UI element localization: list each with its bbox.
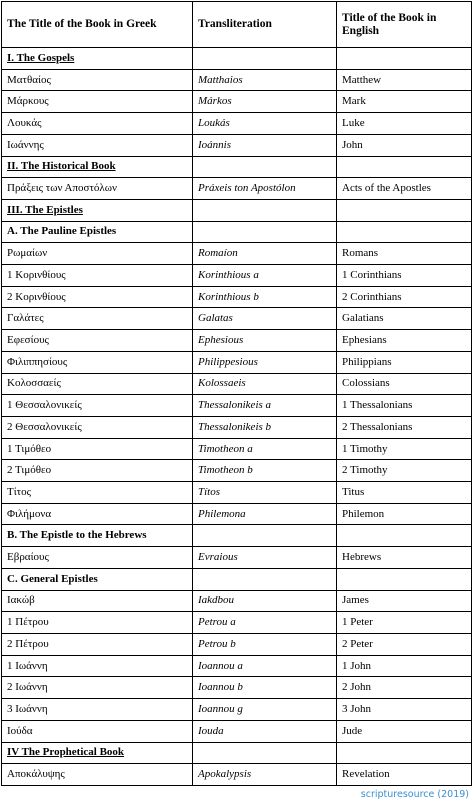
transliteration-cell: Timotheon b bbox=[193, 460, 337, 482]
table-row bbox=[2, 286, 472, 308]
transliteration-cell: Timotheon a bbox=[193, 438, 337, 460]
greek-title-cell: Ματθαίος bbox=[2, 69, 193, 91]
greek-title-cell: 1 Θεσσαλονικείς bbox=[2, 395, 193, 417]
subsection-row bbox=[2, 568, 472, 590]
transliteration-cell: Philippesious bbox=[193, 351, 337, 373]
section-row bbox=[2, 742, 472, 764]
empty-cell bbox=[337, 221, 472, 243]
greek-title-cell: Μάρκους bbox=[2, 91, 193, 113]
empty-cell bbox=[193, 742, 337, 764]
greek-title-cell: Ιούδα bbox=[2, 720, 193, 742]
english-title-cell: 1 Corinthians bbox=[337, 265, 472, 287]
english-title-cell: Jude bbox=[337, 720, 472, 742]
transliteration-cell: Korinthious b bbox=[193, 286, 337, 308]
greek-title-cell: Λουκάς bbox=[2, 113, 193, 135]
table-row bbox=[2, 243, 472, 265]
greek-title-cell: Γαλάτες bbox=[2, 308, 193, 330]
table-body bbox=[2, 48, 472, 786]
english-title-cell: 3 John bbox=[337, 699, 472, 721]
table-row bbox=[2, 69, 472, 91]
subsection-heading: A. The Pauline Epistles bbox=[2, 221, 193, 243]
greek-title-cell: 1 Τιμόθεο bbox=[2, 438, 193, 460]
table-row bbox=[2, 547, 472, 569]
section-heading: II. The Historical Book bbox=[2, 156, 193, 178]
english-title-cell: Acts of the Apostles bbox=[337, 178, 472, 200]
greek-title-cell: Εφεσίους bbox=[2, 330, 193, 352]
table-row bbox=[2, 395, 472, 417]
english-title-cell: Philippians bbox=[337, 351, 472, 373]
header-row bbox=[2, 2, 472, 48]
english-title-cell: 1 Peter bbox=[337, 612, 472, 634]
table-row bbox=[2, 590, 472, 612]
english-title-cell: Luke bbox=[337, 113, 472, 135]
transliteration-cell: Iouda bbox=[193, 720, 337, 742]
greek-title-cell: 2 Κορινθίους bbox=[2, 286, 193, 308]
section-heading: IV The Prophetical Book bbox=[2, 742, 193, 764]
english-title-cell: 2 Corinthians bbox=[337, 286, 472, 308]
english-title-cell: James bbox=[337, 590, 472, 612]
table-row bbox=[2, 438, 472, 460]
empty-cell bbox=[193, 156, 337, 178]
greek-title-cell: 2 Πέτρου bbox=[2, 633, 193, 655]
greek-title-cell: Ιακώβ bbox=[2, 590, 193, 612]
transliteration-cell: Petrou a bbox=[193, 612, 337, 634]
transliteration-cell: Matthaios bbox=[193, 69, 337, 91]
empty-cell bbox=[337, 568, 472, 590]
empty-cell bbox=[193, 568, 337, 590]
table-row bbox=[2, 330, 472, 352]
section-heading: III. The Epistles bbox=[2, 199, 193, 221]
section-row bbox=[2, 199, 472, 221]
greek-title-cell: 1 Κορινθίους bbox=[2, 265, 193, 287]
greek-title-cell: 1 Ιωάννη bbox=[2, 655, 193, 677]
table-row bbox=[2, 764, 472, 786]
transliteration-cell: Iakdbou bbox=[193, 590, 337, 612]
transliteration-cell: Loukás bbox=[193, 113, 337, 135]
greek-title-cell: Πράξεις των Αποστόλων bbox=[2, 178, 193, 200]
section-heading: I. The Gospels bbox=[2, 48, 193, 70]
transliteration-cell: Ioannou a bbox=[193, 655, 337, 677]
table-row bbox=[2, 460, 472, 482]
english-title-cell: 2 Timothy bbox=[337, 460, 472, 482]
transliteration-cell: Evraious bbox=[193, 547, 337, 569]
greek-title-cell: Αποκάλυψης bbox=[2, 764, 193, 786]
english-title-cell: 2 Peter bbox=[337, 633, 472, 655]
english-title-cell: Mark bbox=[337, 91, 472, 113]
greek-title-cell: 3 Ιωάννη bbox=[2, 699, 193, 721]
transliteration-cell: Práxeis ton Apostólon bbox=[193, 178, 337, 200]
transliteration-cell: Apokalypsis bbox=[193, 764, 337, 786]
english-title-cell: Romans bbox=[337, 243, 472, 265]
table-row bbox=[2, 612, 472, 634]
greek-title-cell: Τίτος bbox=[2, 482, 193, 504]
table-row bbox=[2, 134, 472, 156]
transliteration-cell: Thessalonikeis a bbox=[193, 395, 337, 417]
transliteration-cell: Márkos bbox=[193, 91, 337, 113]
english-title-cell: Revelation bbox=[337, 764, 472, 786]
empty-cell bbox=[193, 221, 337, 243]
english-title-cell: Colossians bbox=[337, 373, 472, 395]
table-row bbox=[2, 503, 472, 525]
english-title-cell: Matthew bbox=[337, 69, 472, 91]
table-row bbox=[2, 265, 472, 287]
table-row bbox=[2, 91, 472, 113]
subsection-row bbox=[2, 221, 472, 243]
transliteration-cell: Ioannou b bbox=[193, 677, 337, 699]
english-title-cell: John bbox=[337, 134, 472, 156]
greek-title-cell: Φιλιππησίους bbox=[2, 351, 193, 373]
empty-cell bbox=[193, 48, 337, 70]
empty-cell bbox=[337, 199, 472, 221]
transliteration-cell: Philemona bbox=[193, 503, 337, 525]
greek-title-cell: Ιωάννης bbox=[2, 134, 193, 156]
greek-title-cell: Κολοσσαείς bbox=[2, 373, 193, 395]
transliteration-cell: Ephesious bbox=[193, 330, 337, 352]
english-title-cell: Ephesians bbox=[337, 330, 472, 352]
table-row bbox=[2, 655, 472, 677]
table-row bbox=[2, 416, 472, 438]
table-row bbox=[2, 113, 472, 135]
transliteration-cell: Galatas bbox=[193, 308, 337, 330]
greek-title-cell: 2 Ιωάννη bbox=[2, 677, 193, 699]
table-row bbox=[2, 308, 472, 330]
table-row bbox=[2, 178, 472, 200]
transliteration-cell: Kolossaeis bbox=[193, 373, 337, 395]
transliteration-cell: Thessalonikeis b bbox=[193, 416, 337, 438]
table-row bbox=[2, 482, 472, 504]
greek-title-cell: Ρωμαίων bbox=[2, 243, 193, 265]
empty-cell bbox=[193, 199, 337, 221]
english-title-cell: Titus bbox=[337, 482, 472, 504]
table-row bbox=[2, 677, 472, 699]
greek-title-cell: 1 Πέτρου bbox=[2, 612, 193, 634]
table-row bbox=[2, 633, 472, 655]
english-title-cell: 1 John bbox=[337, 655, 472, 677]
section-row bbox=[2, 156, 472, 178]
english-title-cell: 1 Thessalonians bbox=[337, 395, 472, 417]
english-title-cell: 2 John bbox=[337, 677, 472, 699]
greek-title-cell: 2 Θεσσαλονικείς bbox=[2, 416, 193, 438]
english-title-cell: Galatians bbox=[337, 308, 472, 330]
header-transliteration: Transliteration bbox=[193, 2, 337, 48]
transliteration-cell: Títos bbox=[193, 482, 337, 504]
empty-cell bbox=[193, 525, 337, 547]
english-title-cell: 2 Thessalonians bbox=[337, 416, 472, 438]
empty-cell bbox=[337, 156, 472, 178]
subsection-heading: C. General Epistles bbox=[2, 568, 193, 590]
transliteration-cell: Petrou b bbox=[193, 633, 337, 655]
section-row bbox=[2, 48, 472, 70]
source-credit: scripturesource (2019) bbox=[360, 789, 469, 800]
subsection-heading: B. The Epistle to the Hebrews bbox=[2, 525, 193, 547]
english-title-cell: Philemon bbox=[337, 503, 472, 525]
english-title-cell: 1 Timothy bbox=[337, 438, 472, 460]
greek-title-cell: 2 Τιμόθεο bbox=[2, 460, 193, 482]
table-row bbox=[2, 699, 472, 721]
empty-cell bbox=[337, 525, 472, 547]
table-row bbox=[2, 351, 472, 373]
books-table bbox=[1, 1, 472, 786]
subsection-row bbox=[2, 525, 472, 547]
table-row bbox=[2, 720, 472, 742]
greek-title-cell: Φιλήμονα bbox=[2, 503, 193, 525]
greek-title-cell: Εβραίους bbox=[2, 547, 193, 569]
transliteration-cell: Korinthious a bbox=[193, 265, 337, 287]
header-english: Title of the Book in English bbox=[337, 2, 472, 48]
transliteration-cell: Romaíon bbox=[193, 243, 337, 265]
empty-cell bbox=[337, 742, 472, 764]
transliteration-cell: Ioánnis bbox=[193, 134, 337, 156]
english-title-cell: Hebrews bbox=[337, 547, 472, 569]
transliteration-cell: Ioannou g bbox=[193, 699, 337, 721]
table-row bbox=[2, 373, 472, 395]
header-greek: The Title of the Book in Greek bbox=[2, 2, 193, 48]
empty-cell bbox=[337, 48, 472, 70]
